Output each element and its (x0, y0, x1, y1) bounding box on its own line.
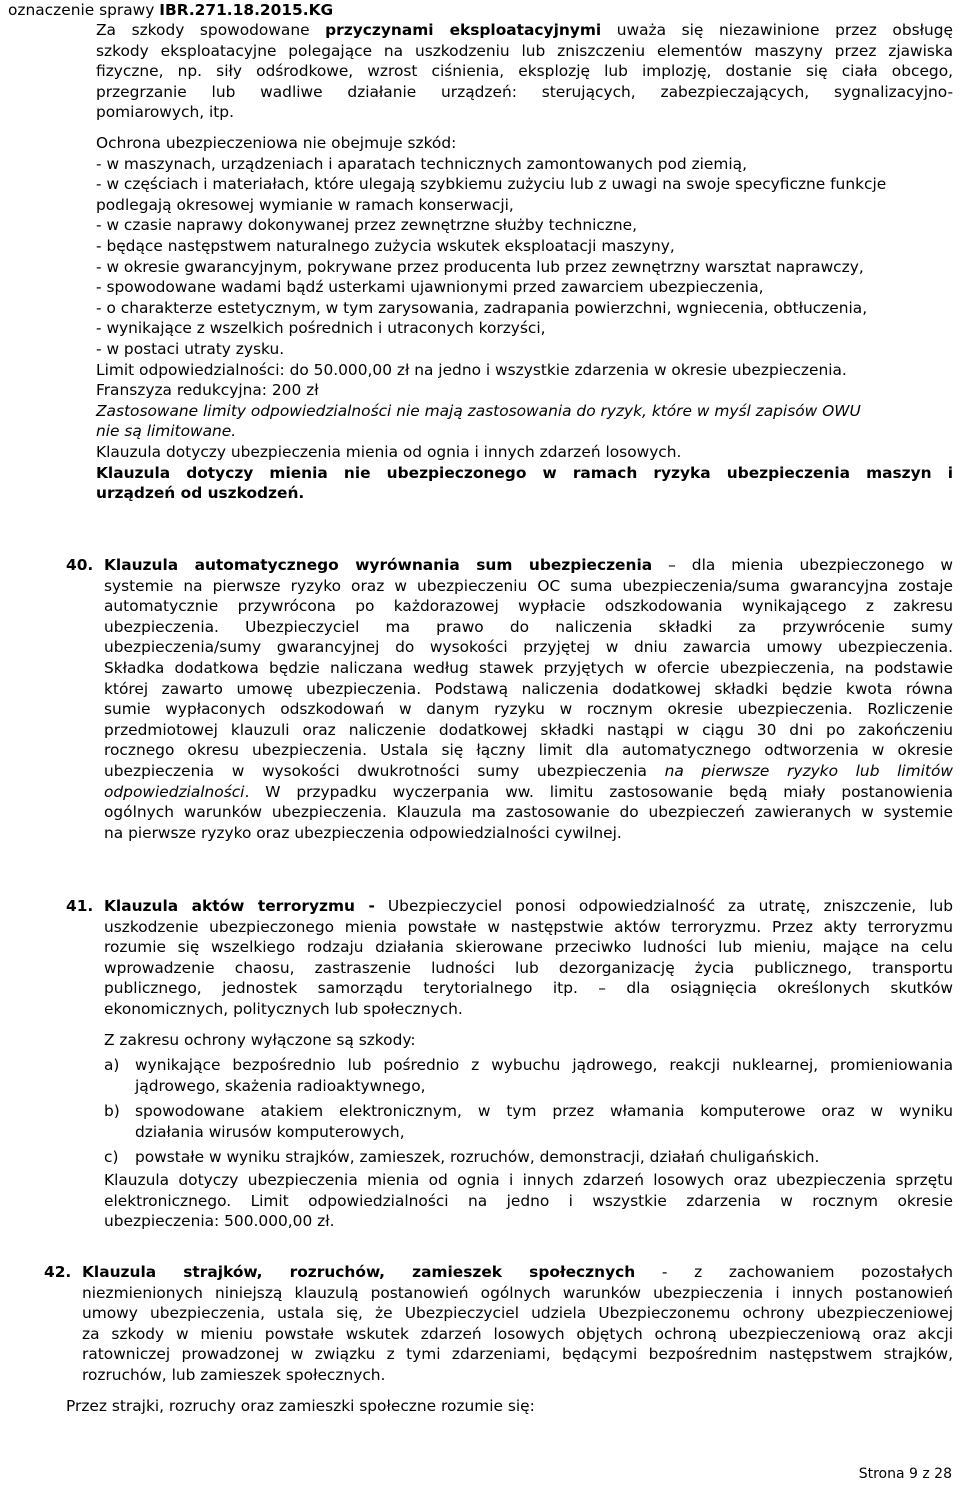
section-41-tail: Klauzula dotyczy ubezpieczenia mienia od ognia i innych zdarzeń losowych oraz ubezpieczenia sprzętu elektronicznego. Limit odpowiedzialności na jedno i wszystkie zdarzenia w rocznym okresie ubezpieczenia: 500.000,00 zł. (104, 1171, 953, 1231)
scope-item: b) spowodowane atakiem elektronicznym, w tym przez włamania komputerowe oraz w wyniku działania wirusów komputerowych, (104, 1102, 953, 1141)
list-item: - w okresie gwarancyjnym, pokrywane przez producenta lub przez zewnętrzny warsztat naprawczy, (96, 257, 864, 276)
section-number: 42. (44, 1263, 72, 1281)
section-41-scope (104, 1030, 953, 1051)
clause-scope: Klauzula dotyczy ubezpieczenia mienia od ognia i innych zdarzeń losowych. (96, 442, 682, 461)
section-title: Klauzula automatycznego wyrównania sum ubezpieczenia (104, 556, 653, 574)
list-item: - o charakterze estetycznym, w tym zarysowania, zadrapania powierzchni, wgniecenia, obtłuczenia, (96, 298, 868, 317)
intro-paragraph: Za szkody spowodowane przyczynami eksploatacyjnymi uważa się niezawinione przez obsługę szkody eksploatacyjne polegające na uszkodzeniu lub zniszczeniu elementów maszyny przez zjawiska fizyczne, np. siły odśrodkowe, wzrost ciśnienia, eksplozję lub implozję, dostanie się ciała obcego, przegrzanie lub wadliwe działanie urządzeń: sterujących, zabezpieczających, sygnalizacyjno- pomiarowych, itp. (96, 21, 953, 122)
exclusions-title: Ochrona ubezpieczeniowa nie obejmuje szkód: (96, 134, 457, 152)
list-item: - w czasie naprawy dokonywanej przez zewnętrzne służby techniczne, (96, 216, 638, 235)
section-number: 41. (66, 897, 94, 915)
section-42-tail: Przez strajki, rozruchy oraz zamieszki społeczne rozumie się: (66, 1397, 535, 1415)
list-item: - wynikające z wszelkich pośrednich i utraconych korzyści, (96, 319, 546, 338)
list-item: - w częściach i materiałach, które ulegają szybkiemu zużyciu lub z uwagi na swoje specyficzne funkcje (96, 175, 887, 194)
list-item: - w maszynach, urządzeniach i aparatach technicznych zamontowanych pod ziemią, (96, 154, 747, 173)
list-item: - w postaci utraty zysku. (96, 339, 285, 358)
scope-item: c) powstałe w wyniku strajków, zamieszek, rozruchów, demonstracji, działań chuligańskich. (104, 1148, 820, 1166)
document-header (8, 0, 333, 20)
franchise: Franszyza redukcyjna: 200 zł (96, 381, 319, 400)
limits-note: nie są limitowane. (96, 422, 237, 441)
list-item: podlegają okresowej wymianie w ramach konserwacji, (96, 195, 514, 214)
clause-scope-bold: Klauzula dotyczy mienia nie ubezpieczonego w ramach ryzyka ubezpieczenia maszyn i (96, 463, 953, 482)
scope-item: a) wynikające bezpośrednio lub pośrednio z wybuchu jądrowego, reakcji nuklearnej, promieniowania jądrowego, skażenia radioaktywnego, (104, 1056, 953, 1095)
case-code: IBR.271.18.2015.KG (159, 1, 334, 19)
section-number: 40. (66, 556, 94, 574)
clause-scope-bold: urządzeń od uszkodzeń. (96, 484, 305, 503)
section-title: Klauzula aktów terroryzmu - (104, 897, 375, 915)
limits-note: Zastosowane limity odpowiedzialności nie mają zastosowania do ryzyk, które w myśl zapisów OWU (96, 401, 861, 420)
exclusions-section (96, 133, 953, 504)
page-number: Strona 9 z 28 (858, 1466, 952, 1482)
section-42: Klauzula strajków, rozruchów, zamieszek społecznych - z zachowaniem pozostałych niezmienionych niniejszą klauzulą postanowień ogólnych warunków ubezpieczenia i innych postanowień umowy ubezpieczenia, ustala się, że Ubezpieczyciel udziela Ubezpieczonemu ochrony ubezpieczeniowej za szkody w mieniu powstałe wskutek zdarzeń losowych objętych ochroną ubezpieczeniową oraz akcji ratowniczej prowadzonej w związku z tymi zdarzeniami, będącymi bezpośrednim następstwem strajków, rozruchów, lub zamieszek społecznych. (82, 1263, 953, 1384)
section-41: Klauzula aktów terroryzmu - Ubezpieczyciel ponosi odpowiedzialność za utratę, zniszczenie, lub uszkodzenie ubezpieczonego mienia powstałe w następstwie aktów terroryzmu. Przez akty terroryzmu rozumie się wszelkiego rodzaju działania skierowane przeciwko ludności lub mieniu, mające na celu wprowadzenie chaosu, zastraszenie ludności lub dezorganizację życia publicznego, transportu publicznego, jednostek samorządu terytorialnego itp. – dla osiągnięcia określonych skutków ekonomicznych, politycznych lub społecznych. (104, 897, 953, 1018)
list-item: - będące następstwem naturalnego zużycia wskutek eksploatacji maszyny, (96, 236, 675, 255)
case-label: oznaczenie sprawy (8, 1, 155, 19)
scope-title: Z zakresu ochrony wyłączone są szkody: (104, 1031, 416, 1049)
section-40: Klauzula automatycznego wyrównania sum ubezpieczenia – dla mienia ubezpieczonego w systemie na pierwsze ryzyko oraz w ubezpieczeniu OC suma ubezpieczenia/suma gwarancyjna zostaje automatycznie przywrócona po każdorazowej wypłacie odszkodowania wynikającego z zakresu ubezpieczenia. Ubezpieczyciel ma prawo do naliczenia składki za przywrócenie sumy ubezpieczenia/sumy gwarancyjnej do wysokości przyjętej w dniu zawarcia umowy ubezpieczenia. Składka dodatkowa będzie naliczana według stawek przyjętych w ofercie ubezpieczenia, na podstawie której zawarto umowę ubezpieczenia. Podstawą naliczenia dodatkowej składki będzie kwota równa sumie wypłaconych odszkodowań w danym ryzyku w rocznym okresie ubezpieczenia. Rozliczenie przedmiotowej klauzuli oraz naliczenie dodatkowej składki nastąpi w ciągu 30 dni po zakończeniu rocznego okresu ubezpieczenia. Ustala się łączny limit dla automatycznego odtworzenia w okresie ubezpieczenia w wysokości dwukrotności sumy ubezpieczenia na pierwsze ryzyko lub limitów odpowiedzialności. W przypadku wyczerpania ww. limitu zastosowanie będą miały postanowienia ogólnych warunków ubezpieczenia. Klauzula ma zastosowanie do ubezpieczeń zawieranych w systemie na pierwsze ryzyko oraz ubezpieczenia odpowiedzialności cywilnej. (104, 556, 953, 842)
section-title: Klauzula strajków, rozruchów, zamieszek społecznych (82, 1263, 636, 1281)
list-item: - spowodowane wadami bądź usterkami ujawnionymi przed zawarciem ubezpieczenia, (96, 278, 764, 297)
liability-limit: Limit odpowiedzialności: do 50.000,00 zł na jedno i wszystkie zdarzenia w okresie ubezpieczenia. (96, 360, 847, 379)
